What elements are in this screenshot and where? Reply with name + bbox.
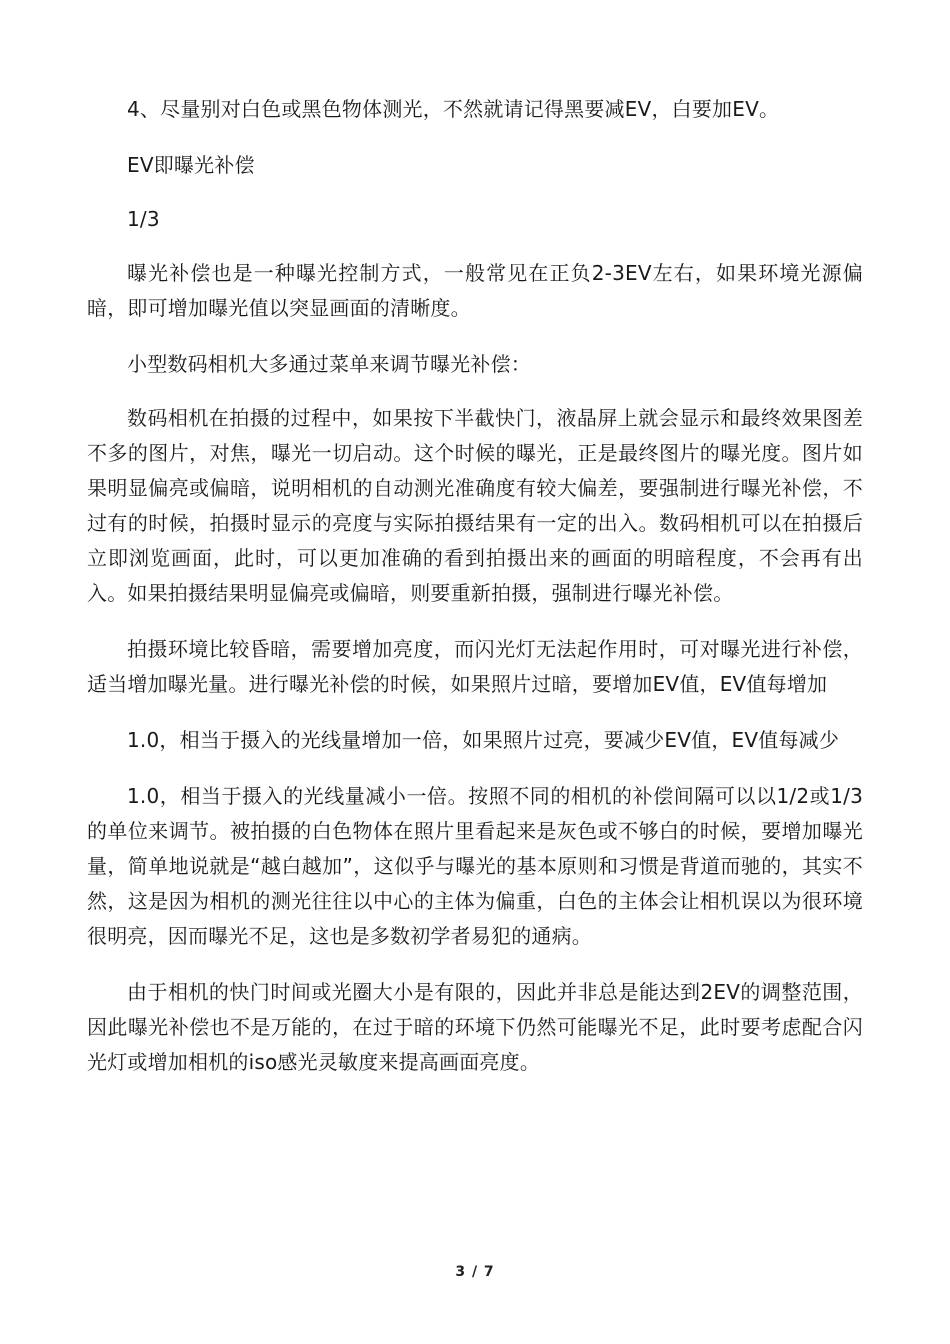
paragraph-ev-decrease: 1.0，相当于摄入的光线量增加一倍，如果照片过亮，要减少EV值，EV值每减少 xyxy=(127,728,840,752)
paragraph-white-objects: 1.0，相当于摄入的光线量减小一倍。按照不同的相机的补偿间隔可以以1/2或1/3的单位来调节。被拍摄的白色物体在照片里看起来是灰色或不够白的时候，要增加曝光量，简单地说就是“越白越加”，这似乎与曝光的基本原则和习惯是背道而驰的，其实不然，这是因为相机的测光往往以中心的主体为偏重，白色的主体会让相机误以为很环境很明亮，因而曝光不足，这也是多数初学者易犯的通病。 xyxy=(87,784,863,948)
paragraph-metering-tip: 4、尽量别对白色或黑色物体测光，不然就请记得黑要减EV，白要加EV。 xyxy=(127,97,780,121)
paragraph-limits: 由于相机的快门时间或光圈大小是有限的，因此并非总是能达到2EV的调整范围，因此曝光补偿也不是万能的，在过于暗的环境下仍然可能曝光不足，此时要考虑配合闪光灯或增加相机的iso感光灵敏度来提高画面亮度。 xyxy=(87,980,863,1074)
paragraph-ev-definition: EV即曝光补偿 xyxy=(127,153,255,177)
paragraph-menu-adjust: 小型数码相机大多通过菜单来调节曝光补偿： xyxy=(127,352,531,376)
paragraph-exposure-compensation: 曝光补偿也是一种曝光控制方式，一般常见在正负2-3EV左右，如果环境光源偏暗，即可增加曝光值以突显画面的清晰度。 xyxy=(87,261,863,320)
paragraph-half-shutter: 数码相机在拍摄的过程中，如果按下半截快门，液晶屏上就会显示和最终效果图差不多的图片，对焦，曝光一切启动。这个时候的曝光，正是最终图片的曝光度。图片如果明显偏亮或偏暗，说明相机的自动测光准确度有较大偏差，要强制进行曝光补偿，不过有的时候，拍摄时显示的亮度与实际拍摄结果有一定的出入。数码相机可以在拍摄后立即浏览画面，此时，可以更加准确的看到拍摄出来的画面的明暗程度，不会再有出入。如果拍摄结果明显偏亮或偏暗，则要重新拍摄，强制进行曝光补偿。 xyxy=(87,406,863,605)
page-number: 3 / 7 xyxy=(455,1264,495,1280)
paragraph-one-third: 1/3 xyxy=(127,207,160,231)
paragraph-dark-environment: 拍摄环境比较昏暗，需要增加亮度，而闪光灯无法起作用时，可对曝光进行补偿，适当增加曝光量。进行曝光补偿的时候，如果照片过暗，要增加EV值，EV值每增加 xyxy=(87,637,863,696)
document-body xyxy=(87,92,863,1101)
